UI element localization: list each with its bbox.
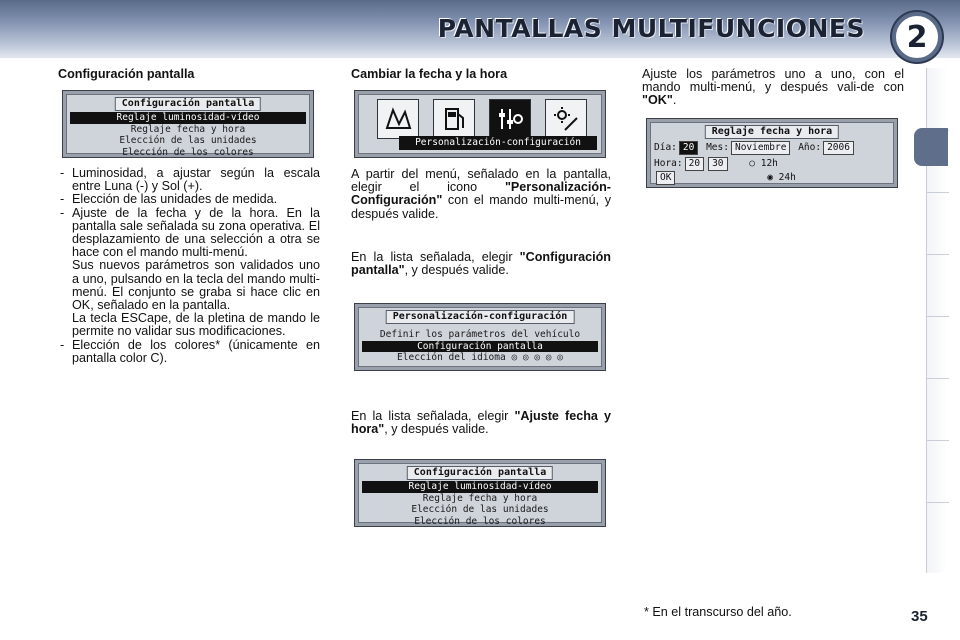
list-item-text: Elección de las unidades de medida. (72, 192, 278, 207)
column-middle (351, 68, 611, 81)
menu-item[interactable]: Elección de las unidades (119, 135, 257, 146)
tab-divider (927, 254, 949, 255)
ok-button[interactable]: OK (656, 171, 675, 185)
radio-24h[interactable] (767, 172, 796, 183)
list-item-text: Ajuste de la fecha y de la hora. En la pantalla sale señalada su zona operativa. El desplazamiento de una selección a otra se hace con el mando multi-menú. (72, 205, 320, 260)
screen-title: Configuración pantalla (115, 97, 261, 111)
screen-personalizacion (354, 303, 606, 371)
menu-item[interactable]: Elección de las unidades (411, 504, 549, 515)
text: , y después valide. (384, 422, 489, 437)
section-heading: Configuración pantalla (58, 67, 195, 81)
time-row (654, 157, 778, 171)
time-label: Hora: (654, 158, 683, 169)
screen-menu-list (70, 112, 306, 158)
section-heading: Cambiar la fecha y la hora (351, 67, 508, 81)
screen-reglaje-fecha-hora (646, 118, 898, 188)
radio-24h-label: 24h (778, 172, 796, 183)
menu-item[interactable] (362, 352, 598, 364)
radio-12h[interactable] (749, 158, 778, 169)
footnote: * En el transcurso del año. (644, 605, 792, 619)
list-item (58, 167, 320, 193)
radio-12h-label: 12h (760, 158, 778, 169)
column-left (58, 68, 320, 81)
text: . (672, 93, 677, 108)
screen-title: Configuración pantalla (407, 466, 553, 480)
text-bold: "Personalización-Configuración" (351, 180, 611, 208)
tab-divider (927, 440, 949, 441)
list-item-continuation: Sus nuevos parámetros son validados uno a uno, pulsando en la tecla del mando multi-menú. El conjunto se graba si hace clic en OK, señalado en la pantalla. (72, 258, 320, 313)
month-field[interactable]: Noviembre (731, 141, 790, 155)
month-label: Mes: (706, 142, 729, 153)
flag-icons: ◎ ◎ ◎ ◎ ◎ (511, 352, 563, 363)
screen-title: Personalización-configuración (386, 310, 575, 324)
text: , y después valide. (404, 263, 509, 278)
menu-item-selected[interactable]: Reglaje luminosidad-vídeo (70, 112, 306, 124)
list-item (58, 339, 320, 365)
date-row (654, 141, 856, 155)
menu-item-selected[interactable]: Reglaje luminosidad-vídeo (362, 481, 598, 493)
hour-field[interactable]: 20 (685, 157, 704, 171)
screen-main-menu (354, 90, 606, 158)
chapter-tab-active[interactable] (914, 128, 948, 166)
settings-icon (495, 104, 525, 134)
tab-divider (927, 502, 949, 503)
menu-item[interactable]: Reglaje fecha y hora (130, 123, 246, 135)
tab-divider (927, 378, 949, 379)
text-bold: "OK" (642, 93, 673, 108)
bullet-list (58, 167, 320, 365)
page-header (0, 0, 960, 58)
screen-configuracion-pantalla-2 (354, 459, 606, 527)
radio-off-icon: ○ (749, 158, 755, 169)
list-item (58, 207, 320, 339)
menu-item-label: Elección del idioma (397, 352, 506, 363)
text: En la lista señalada, elegir (351, 250, 520, 264)
menu-item[interactable]: Elección de los colores (122, 146, 254, 158)
menu-item[interactable]: Reglaje fecha y hora (422, 492, 538, 504)
menu-item-selected[interactable]: Configuración pantalla (362, 341, 598, 353)
menu-icon-navigation[interactable] (377, 99, 419, 139)
column-right (642, 68, 904, 108)
sun-icon (551, 104, 581, 134)
text: Ajuste los parámetros uno a uno, con el mando multi-menú, y después vali-de con (642, 67, 904, 95)
year-label: Año: (798, 142, 822, 153)
list-item-text: Luminosidad, a ajustar según la escala entre Luna (-) y Sol (+). (72, 166, 320, 194)
tab-divider (927, 316, 949, 317)
year-field[interactable]: 2006 (823, 141, 854, 155)
screen-title: Reglaje fecha y hora (705, 125, 839, 139)
page-title: PANTALLAS MULTIFUNCIONES (437, 14, 865, 43)
screen-status-bar: Personalización-configuración (399, 136, 597, 150)
menu-icon-vehicle[interactable] (433, 99, 475, 139)
screen-menu-list (362, 481, 598, 527)
day-field[interactable]: 20 (679, 141, 698, 155)
menu-item[interactable]: Elección de los colores (414, 515, 546, 527)
text: A partir del menú, señalado en la pantalla, elegir el icono (351, 167, 611, 195)
list-item-continuation: La tecla ESCape, de la pletina de mando le permite no validar sus modificaciones. (72, 311, 320, 339)
text-bold: "Ajuste fecha y hora" (351, 409, 611, 437)
paragraph-2 (351, 251, 611, 277)
menu-item[interactable]: Definir los parámetros del vehículo (379, 329, 581, 340)
text: En la lista señalada, elegir (351, 409, 515, 423)
list-item-text: Elección de los colores* (únicamente en pantalla color C). (72, 337, 320, 365)
minute-field[interactable]: 30 (708, 157, 727, 171)
column-left-text (58, 167, 320, 365)
text-bold: "Configuración pantalla" (351, 250, 611, 278)
menu-icon-personalizacion-selected[interactable] (489, 99, 531, 139)
text: con el mando multi-menú, y después valide. (351, 193, 611, 221)
day-label: Día: (654, 142, 677, 153)
tab-divider (927, 192, 949, 193)
map-icon (383, 104, 413, 134)
screen-configuracion-pantalla (62, 90, 314, 158)
paragraph-3 (351, 410, 611, 436)
menu-icon-audio[interactable] (545, 99, 587, 139)
fuel-pump-icon (439, 104, 469, 134)
page-number: 35 (911, 608, 928, 625)
ok-row (654, 171, 796, 185)
screen-menu-list (362, 329, 598, 364)
radio-on-icon: ◉ (767, 172, 773, 183)
chapter-badge: 2 (892, 12, 942, 62)
paragraph-1 (351, 168, 611, 221)
